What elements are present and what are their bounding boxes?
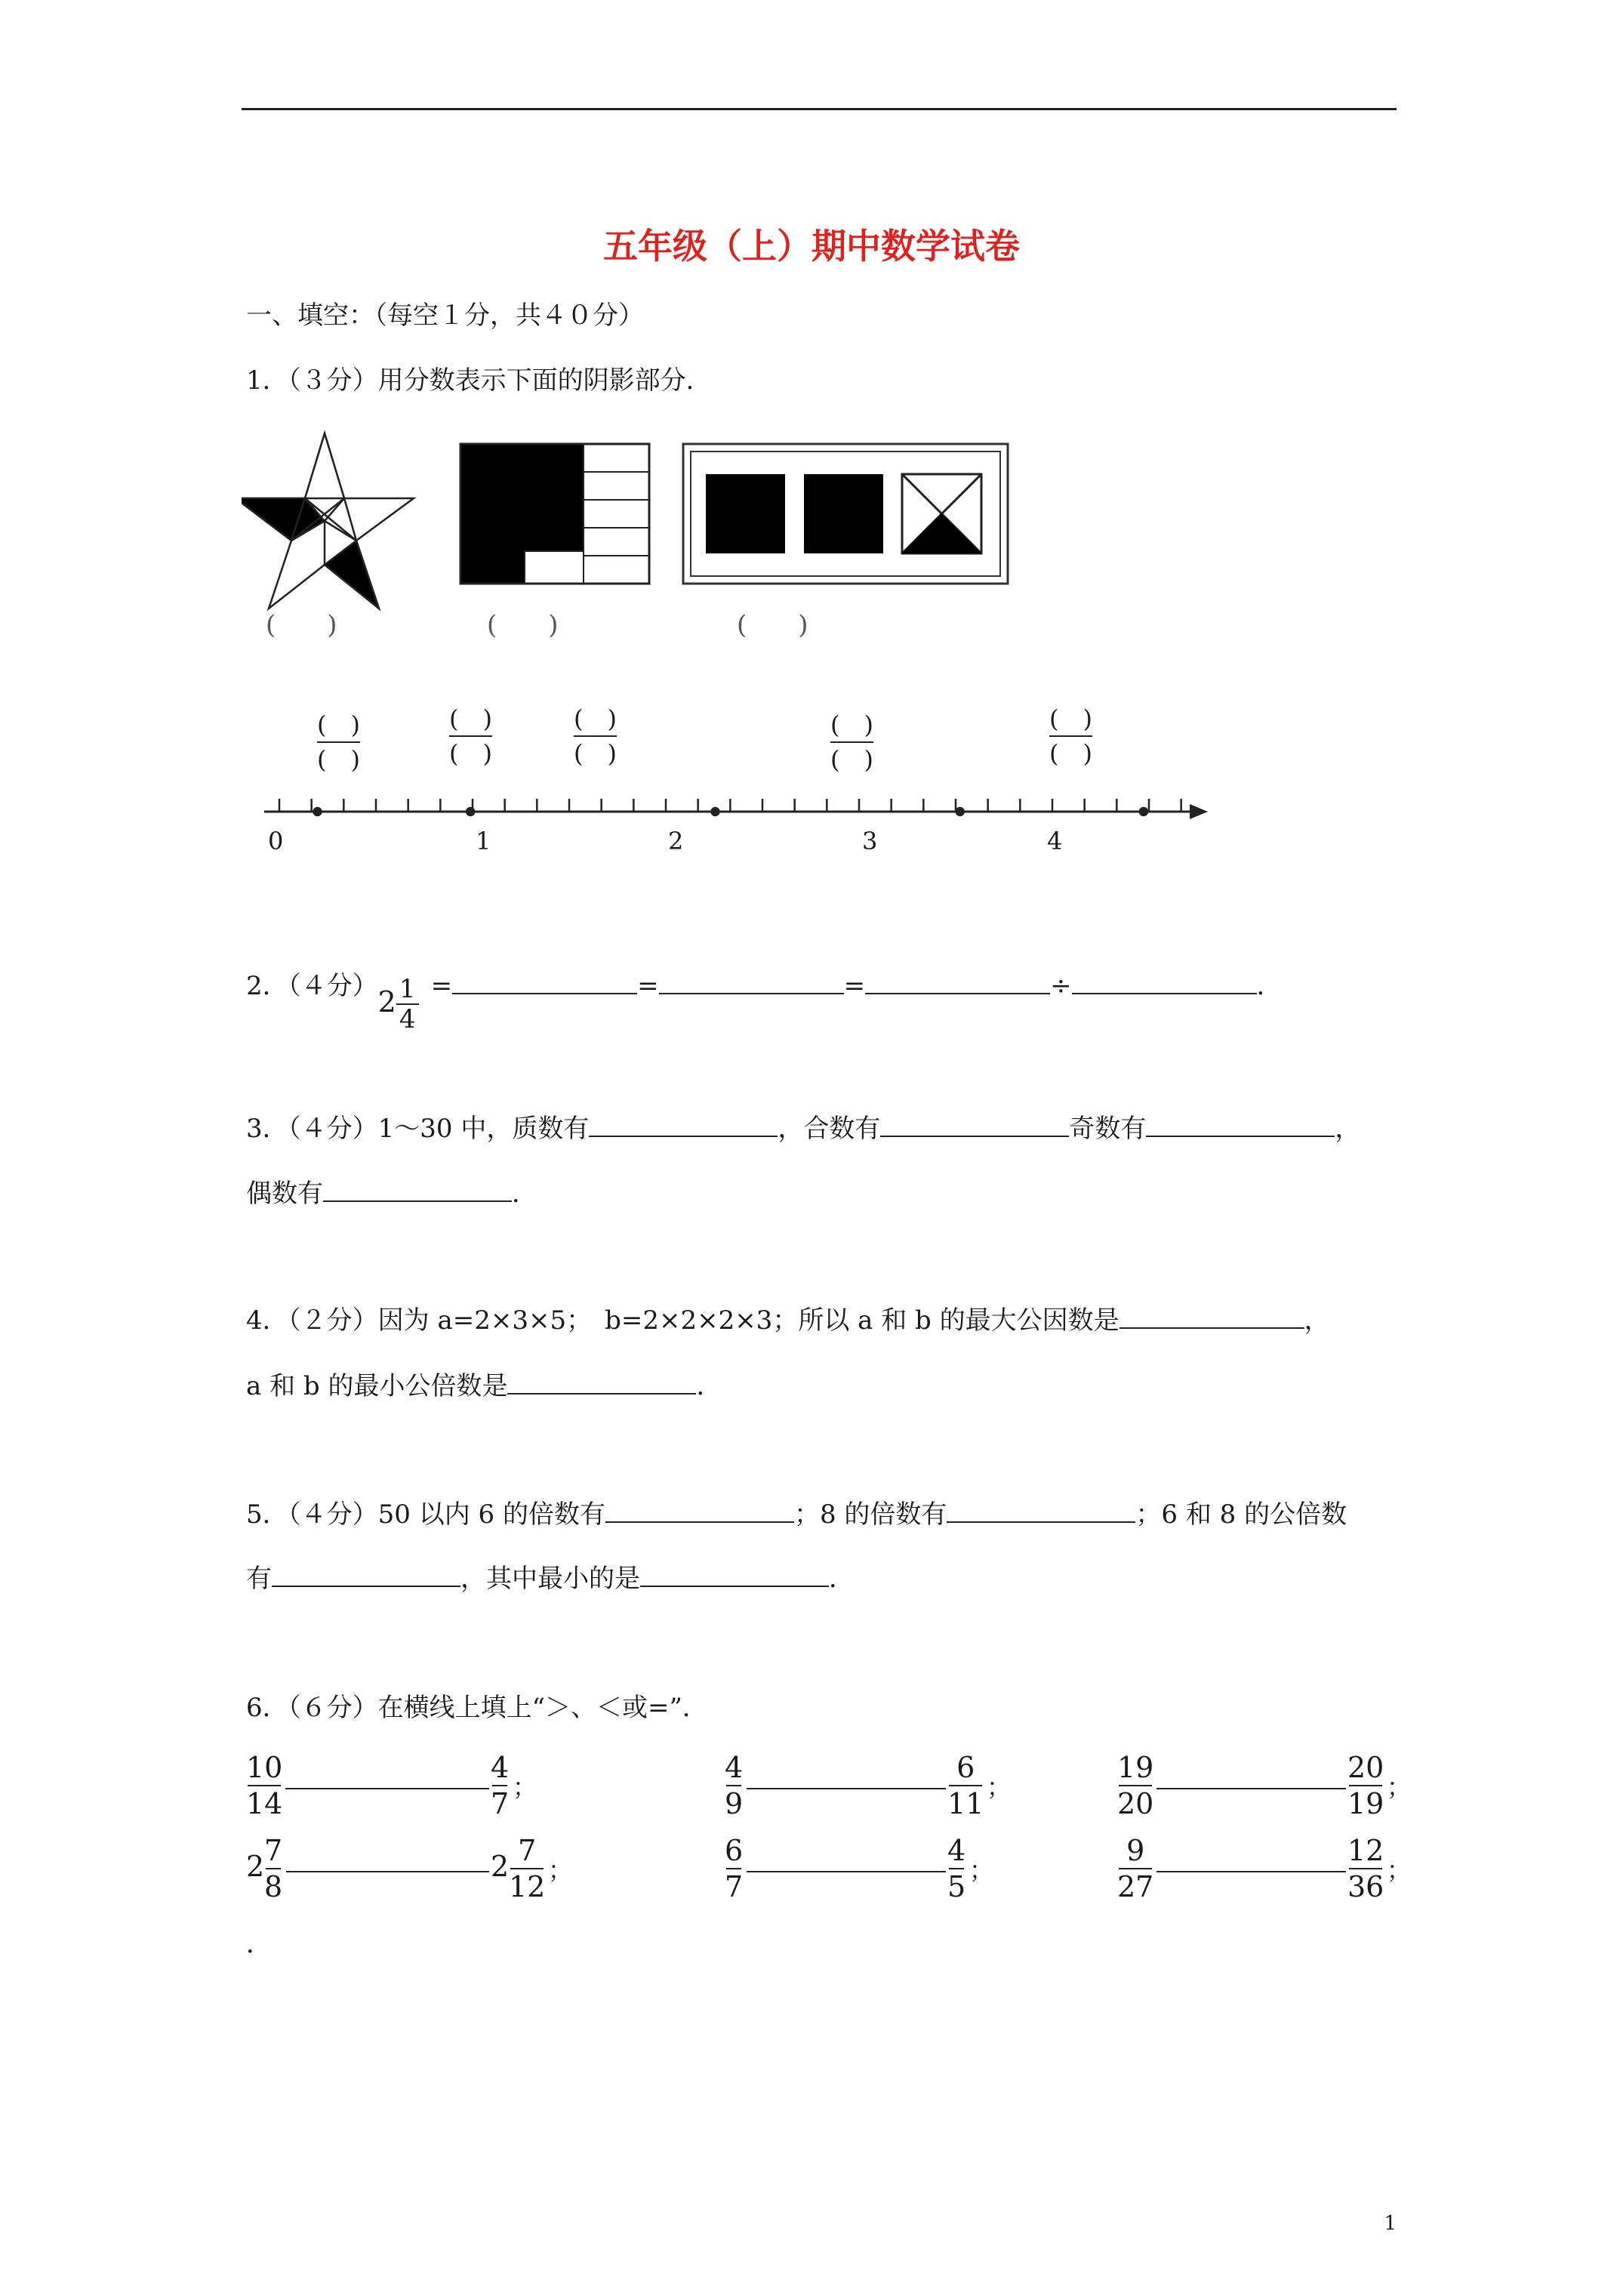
q2-den: 4 [399,1004,416,1034]
right-fraction [491,1750,509,1821]
question-1-figures [242,430,1027,649]
denominator: 20 [1117,1787,1154,1820]
answer-blank[interactable] [323,1178,512,1202]
question-3-line-1 [246,1113,1360,1144]
point-marker [956,808,964,815]
nl-fraction-top: ( ) [449,704,492,733]
right-fraction [947,1833,965,1904]
denominator: 27 [1117,1870,1154,1903]
nl-fraction-bottom: ( ) [317,745,360,774]
numerator: 6 [725,1834,744,1867]
denominator: 14 [246,1787,283,1820]
answer-blank[interactable] [947,1499,1135,1523]
q5-text: 5．（４分）50 以内 6 的倍数有 [246,1499,605,1530]
left-fraction [1117,1833,1153,1904]
q5-text: ；8 的倍数有 [793,1499,947,1530]
answer-paren-1: ( ) [266,610,337,640]
point-marker [1140,808,1147,815]
q4-text: a 和 b 的最小公倍数是 [246,1371,508,1401]
nl-fraction-1 [317,708,360,776]
q5-text: ． [829,1564,855,1594]
left-fraction [1117,1750,1153,1821]
question-5-line-1 [246,1499,1347,1530]
denominator: 36 [1347,1870,1384,1903]
numerator: 9 [1126,1834,1145,1867]
q4-text: ． [696,1371,722,1401]
equals-sign: = [430,971,453,1001]
nl-fraction-5 [1049,702,1092,770]
divide-sign: ÷ [1050,971,1072,1001]
q3-text: ， [1335,1114,1361,1144]
q3-text: 奇数有 [1069,1114,1147,1144]
denominator: 7 [725,1870,744,1903]
nl-fraction-top: ( ) [830,710,873,739]
q2-whole: 2 [377,985,396,1019]
numerator: 4 [947,1834,966,1867]
page-title: 五年级（上）期中数学试卷 [603,226,1020,267]
answer-blank[interactable] [272,1563,460,1587]
q3-text: ． [512,1179,537,1209]
answer-blank[interactable] [589,1113,778,1137]
star-figure [242,433,414,609]
q6-end: ． [246,1929,272,1959]
numerator: 20 [1347,1751,1384,1784]
denominator: 8 [264,1870,283,1903]
denominator: 11 [947,1787,984,1820]
numerator: 4 [725,1751,744,1784]
q2-num: 1 [399,974,416,1004]
denominator: 7 [491,1787,510,1820]
nl-fraction-top: ( ) [1049,704,1092,733]
page-number: 1 [1384,2212,1397,2235]
equals-sign: = [843,971,866,1001]
numerator: 6 [956,1751,975,1784]
header-rule [242,108,1397,110]
q3-text: ，合数有 [778,1114,881,1144]
question-3-line-2 [246,1178,537,1209]
nl-fraction-bottom: ( ) [1049,739,1092,768]
answer-blank[interactable] [865,970,1050,994]
answer-blank[interactable] [285,1788,489,1789]
denominator: 19 [1347,1787,1384,1820]
right-fraction [947,1750,984,1821]
answer-blank[interactable] [659,970,844,994]
point-marker [314,808,322,815]
left-fraction [246,1750,282,1821]
answer-blank[interactable] [605,1499,794,1523]
answer-blank[interactable] [880,1113,1069,1137]
denominator: 5 [947,1870,966,1903]
left-fraction [264,1833,282,1904]
answer-blank[interactable] [1072,970,1257,994]
answer-blank[interactable] [286,1871,489,1872]
question-4-line-2 [246,1370,722,1401]
fraction-whole: 2 [491,1850,510,1883]
question-1-text: 1．（３分）用分数表示下面的阴影部分． [246,365,712,396]
left-fraction [725,1833,743,1904]
period: ． [1256,971,1283,1001]
right-fraction [509,1833,545,1904]
nl-label-0: 0 [268,827,284,855]
q5-text: ，其中最小的是 [460,1564,640,1594]
question-2 [246,970,1283,1034]
nl-fraction-bottom: ( ) [574,739,617,768]
denominator: 12 [509,1870,546,1903]
semicolon: ； [548,1856,573,1885]
numerator: 4 [491,1751,510,1784]
left-fraction [725,1750,743,1821]
nl-fraction-3 [574,702,617,770]
equals-sign: = [637,971,659,1001]
nl-label-1: 1 [476,827,491,855]
section-heading: 一、填空：（每空１分，共４０分） [246,300,644,331]
q4-text: ， [1304,1305,1330,1336]
numerator: 7 [264,1834,283,1867]
q5-text: ；6 和 8 的公倍数 [1135,1499,1347,1530]
question-4-line-1 [246,1305,1330,1336]
nl-label-3: 3 [862,827,878,855]
semicolon: ； [969,1856,994,1885]
right-fraction [1347,1750,1384,1821]
answer-blank[interactable] [1146,1113,1335,1137]
answer-blank[interactable] [1156,1871,1346,1872]
nl-label-4: 4 [1047,827,1063,855]
answer-paren-2: ( ) [487,610,559,640]
nl-fraction-2 [449,702,492,770]
answer-blank[interactable] [1119,1305,1304,1329]
nl-label-2: 2 [668,827,684,855]
numerator: 12 [1347,1834,1384,1867]
semicolon: ； [987,1773,1012,1801]
right-fraction [1347,1833,1384,1904]
nl-fraction-top: ( ) [317,710,360,739]
nl-fraction-bottom: ( ) [449,739,492,768]
nl-fraction-top: ( ) [574,704,617,733]
question-5-line-2 [246,1563,855,1594]
semicolon: ； [513,1773,537,1801]
denominator: 9 [725,1787,744,1820]
nl-fraction-bottom: ( ) [830,745,873,774]
numerator: 10 [246,1751,283,1784]
point-marker [711,808,719,815]
point-marker [467,808,474,815]
arrow-icon [1190,804,1208,819]
q4-text: 4．（２分）因为 a=2×3×5； b=2×2×2×3；所以 a 和 b 的最大公因数是 [246,1305,1119,1336]
q3-text: 3．（４分）1～30 中，质数有 [246,1114,590,1144]
numerator: 7 [518,1834,537,1867]
question-6-text: 6．（６分）在横线上填上“＞、＜或=”． [246,1693,708,1723]
semicolon: ； [1387,1773,1412,1801]
q5-text: 有 [246,1564,272,1594]
answer-blank[interactable] [640,1563,829,1587]
q3-text: 偶数有 [246,1179,323,1209]
semicolon: ； [1387,1856,1412,1885]
answer-blank[interactable] [747,1871,946,1872]
answer-blank[interactable] [747,1788,946,1789]
q2-label: 2．（４分） [246,971,378,1001]
numerator: 19 [1117,1751,1154,1784]
answer-paren-3: ( ) [737,610,808,640]
nl-fraction-4 [830,708,873,776]
rectangle-figure [460,444,649,584]
answer-blank[interactable] [507,1370,696,1395]
fraction-whole: 2 [246,1850,265,1883]
squares-figure [683,444,1008,584]
answer-blank[interactable] [1156,1788,1346,1789]
answer-blank[interactable] [452,970,637,994]
